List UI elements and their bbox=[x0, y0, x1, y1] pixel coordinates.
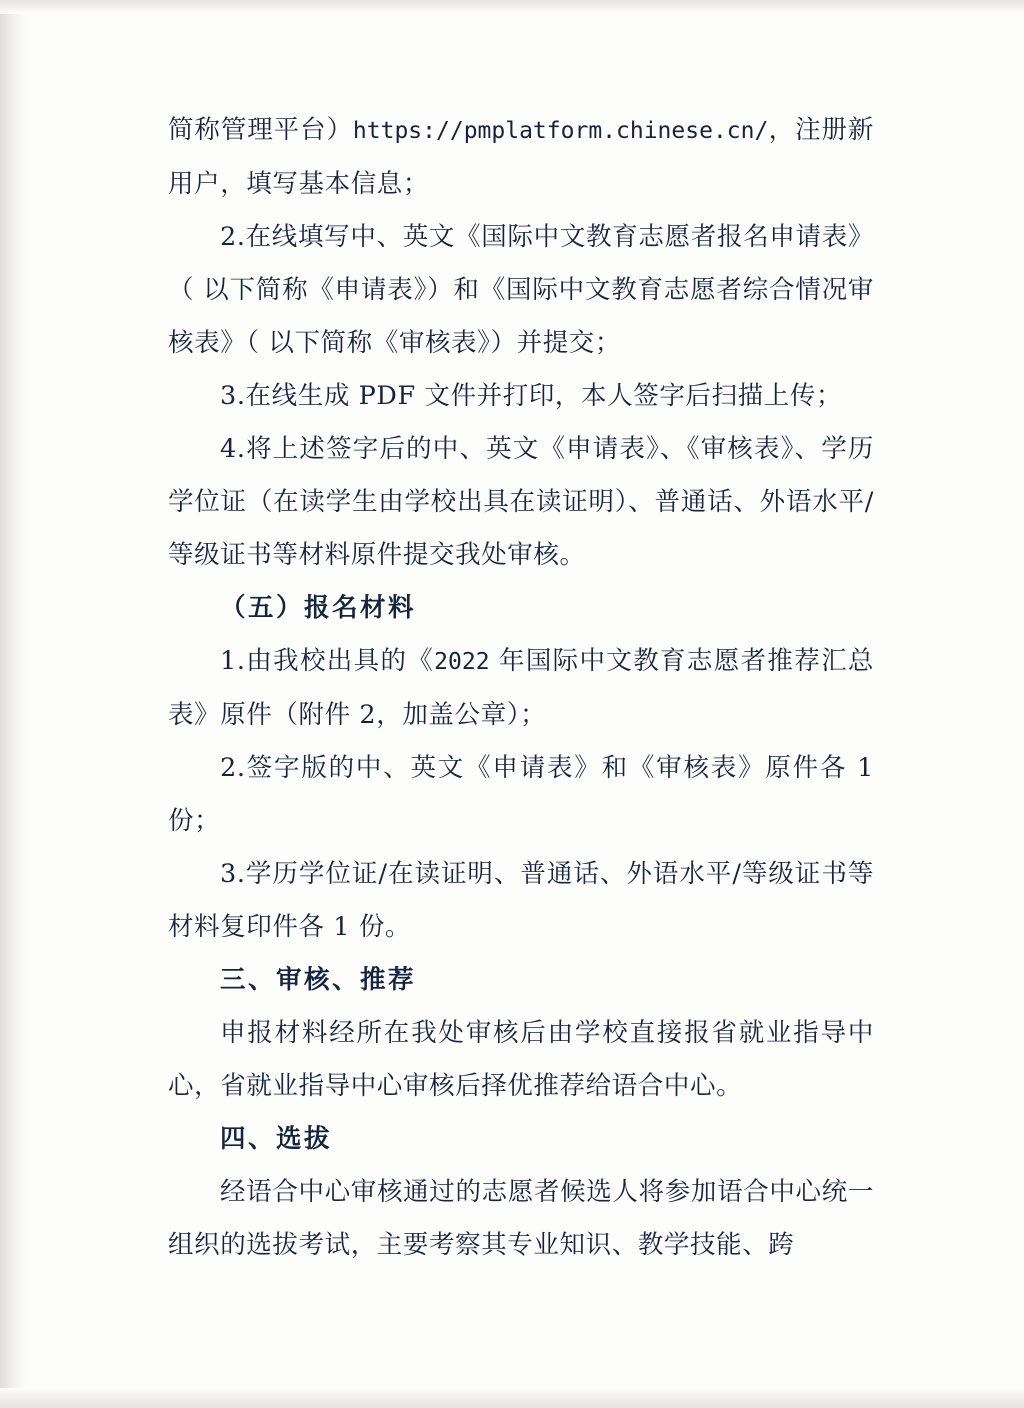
scan-edge-shadow-top bbox=[0, 0, 1024, 14]
paragraph-item-2: 2.在线填写中、英文《国际中文教育志愿者报名申请表》（ 以下简称《申请表》）和《国际中文教育志愿者综合情况审核表》（ 以下简称《审核表》）并提交； bbox=[168, 222, 874, 358]
paragraph-review-body: 申报材料经所在我处审核后由学校直接报省就业指导中心，省就业指导中心审核后择优推荐给语合中心。 bbox=[168, 1018, 874, 1101]
scan-edge-shadow-bottom bbox=[0, 1388, 1024, 1408]
paragraph-material-2: 2.签字版的中、英文《申请表》和《审核表》原件各 1 份； bbox=[168, 753, 883, 836]
paragraph-platform-url: 简称管理平台）https://pmplatform.chinese.cn/，注册新用户，填写基本信息； bbox=[168, 115, 875, 199]
paragraph-material-1: 1.由我校出具的《2022 年国际中文教育志愿者推荐汇总表》原件（附件 2，加盖公章）； bbox=[168, 646, 875, 730]
paragraph-selection-body: 经语合中心审核通过的志愿者候选人将参加语合中心统一组织的选拔考试，主要考察其专业知识、教学技能、跨 bbox=[168, 1177, 874, 1260]
document-body bbox=[168, 104, 883, 1272]
heading-section-five: （五）报名材料 bbox=[220, 593, 417, 623]
scan-edge-shadow-left bbox=[0, 0, 26, 1408]
heading-section-four: 四、选拔 bbox=[220, 1124, 333, 1154]
paragraph-material-3: 3.学历学位证/在读证明、普通话、外语水平/等级证书等材料复印件各 1 份。 bbox=[168, 859, 874, 942]
paragraph-item-3: 3.在线生成 PDF 文件并打印，本人签字后扫描上传； bbox=[220, 381, 843, 411]
heading-section-three: 三、审核、推荐 bbox=[220, 965, 417, 995]
paragraph-item-4: 4.将上述签字后的中、英文《申请表》、《审核表》、学历学位证（在读学生由学校出具在读证明）、普通话、外语水平/等级证书等材料原件提交我处审核。 bbox=[168, 434, 874, 570]
